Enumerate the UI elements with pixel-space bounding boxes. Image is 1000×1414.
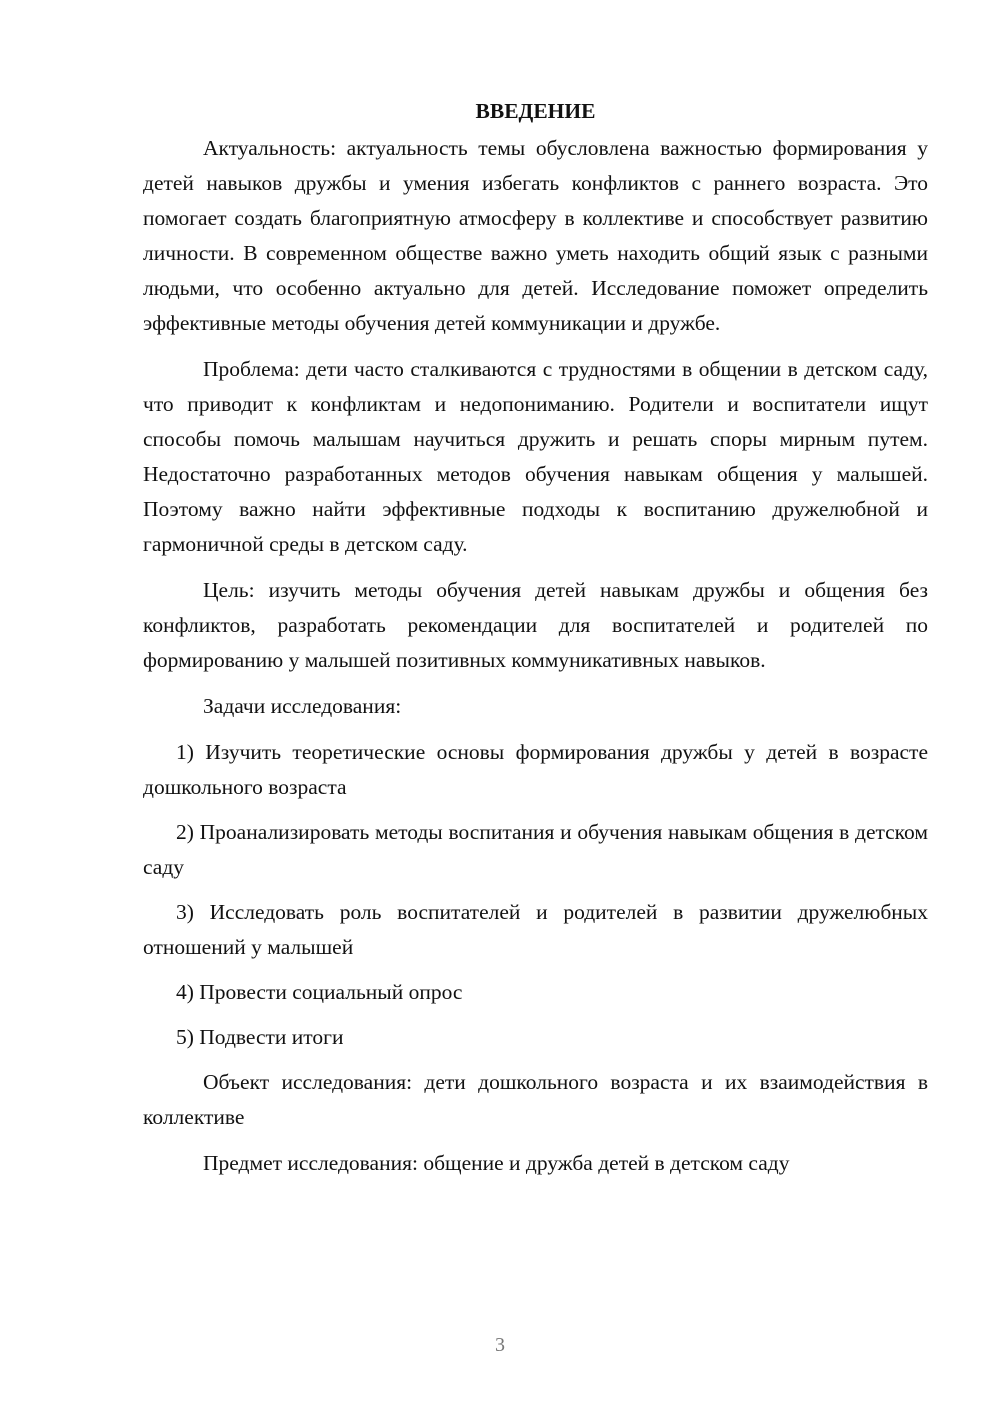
task-item-2: 2) Проанализировать методы воспитания и обучения навыкам общения в детском саду — [143, 820, 928, 879]
task-item-5: 5) Подвести итоги — [176, 1025, 344, 1049]
tasks-heading: Задачи исследования: — [203, 694, 402, 718]
subject-paragraph: Предмет исследования: общение и дружба детей в детском саду — [203, 1151, 790, 1175]
problem-paragraph: Проблема: дети часто сталкиваются с трудностями в общении в детском саду, что приводит к конфликтам и недопониманию. Родители и воспитатели ищут способы помочь малышам научиться дружить и решать споры мирным путем. Недостаточно разработанных методов обучения навыкам общения у малышей. Поэтому важно найти эффективные подходы к воспитанию дружелюбной и гармоничной среды в детском саду. — [143, 357, 928, 556]
document-body — [143, 94, 928, 1192]
task-item-4: 4) Провести социальный опрос — [176, 980, 463, 1004]
task-item-1: 1) Изучить теоретические основы формирования дружбы у детей в возрасте дошкольного возраста — [143, 740, 928, 799]
page-title: ВВЕДЕНИЕ — [475, 99, 596, 123]
task-item-3: 3) Исследовать роль воспитателей и родителей в развитии дружелюбных отношений у малышей — [143, 900, 928, 959]
relevance-paragraph: Актуальность: актуальность темы обусловлена важностью формирования у детей навыков дружбы и умения избегать конфликтов с раннего возраста. Это помогает создать благоприятную атмосферу в коллективе и способствует развитию личности. В современном обществе важно уметь находить общий язык с разными людьми, что особенно актуально для детей. Исследование поможет определить эффективные методы обучения детей коммуникации и дружбе. — [143, 136, 928, 335]
object-paragraph: Объект исследования: дети дошкольного возраста и их взаимодействия в коллективе — [143, 1070, 928, 1129]
goal-paragraph: Цель: изучить методы обучения детей навыкам дружбы и общения без конфликтов, разработать рекомендации для воспитателей и родителей по формированию у малышей позитивных коммуникативных навыков. — [143, 578, 928, 672]
page-number: 3 — [495, 1334, 505, 1356]
